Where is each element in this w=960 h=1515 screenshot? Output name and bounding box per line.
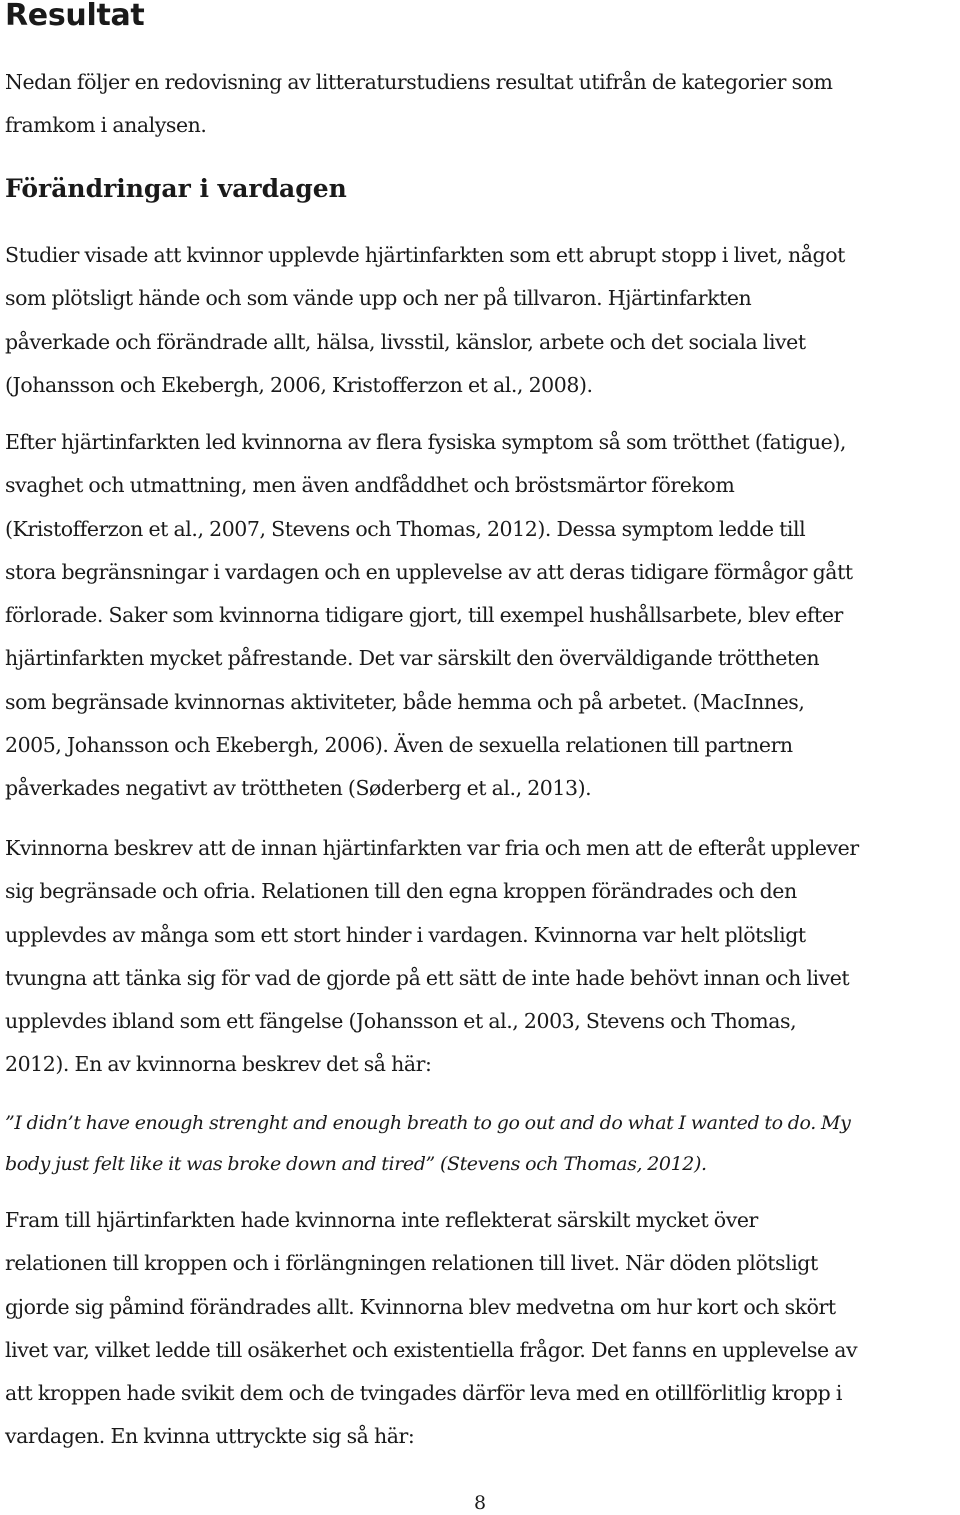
text-line: upplevdes ibland som ett fängelse (Johansson et al., 2003, Stevens och Thomas, bbox=[5, 1009, 797, 1034]
text-line: sig begränsade och ofria. Relationen till den egna kroppen förändrades och den bbox=[5, 879, 797, 904]
text-line: 2005, Johansson och Ekebergh, 2006). Även de sexuella relationen till partnern bbox=[5, 733, 793, 758]
text-line: relationen till kroppen och i förlängningen relationen till livet. När döden plötsligt bbox=[5, 1251, 818, 1276]
text-line: förlorade. Saker som kvinnorna tidigare gjort, till exempel hushållsarbete, blev efter bbox=[5, 603, 843, 628]
text-line: att kroppen hade svikit dem och de tvingades därför leva med en otillförlitlig kropp i bbox=[5, 1381, 842, 1406]
text-line: Nedan följer en redovisning av litteraturstudiens resultat utifrån de kategorier som bbox=[5, 70, 833, 94]
intro-paragraph bbox=[5, 61, 833, 148]
block-quote bbox=[5, 1103, 850, 1184]
body-paragraph-3 bbox=[5, 827, 859, 1087]
quote-line: body just felt like it was broke down and tired” (Stevens och Thomas, 2012). bbox=[5, 1152, 707, 1175]
text-line: 2012). En av kvinnorna beskrev det så här: bbox=[5, 1052, 432, 1077]
body-paragraph-4 bbox=[5, 1199, 857, 1459]
text-line: påverkade och förändrade allt, hälsa, livsstil, känslor, arbete och det sociala livet bbox=[5, 329, 806, 354]
quote-line: ”I didn’t have enough strenght and enough breath to go out and do what I wanted to do. My bbox=[5, 1112, 851, 1134]
page-number: 8 bbox=[473, 1492, 487, 1514]
text-line: (Kristofferzon et al., 2007, Stevens och Thomas, 2012). Dessa symptom ledde till bbox=[5, 516, 806, 541]
text-line: som plötsligt hände och som vände upp och ner på tillvaron. Hjärtinfarkten bbox=[5, 286, 752, 311]
text-line: framkom i analysen. bbox=[5, 113, 207, 138]
text-line: tvungna att tänka sig för vad de gjorde på ett sätt de inte hade behövt innan och livet bbox=[5, 965, 850, 990]
text-line: vardagen. En kvinna uttryckte sig så här: bbox=[5, 1424, 415, 1449]
text-line: Studier visade att kvinnor upplevde hjärtinfarkten som ett abrupt stopp i livet, något bbox=[5, 243, 845, 267]
body-paragraph-2 bbox=[5, 421, 853, 811]
text-line: stora begränsningar i vardagen och en upplevelse av att deras tidigare förmågor gått bbox=[5, 559, 853, 584]
text-line: svaghet och utmattning, men även andfåddhet och bröstsmärtor förekom bbox=[5, 473, 735, 498]
text-line: gjorde sig påmind förändrades allt. Kvinnorna blev medvetna om hur kort och skört bbox=[5, 1294, 836, 1319]
text-line: Kvinnorna beskrev att de innan hjärtinfarkten var fria och men att de efteråt upplever bbox=[5, 836, 859, 860]
body-paragraph-1 bbox=[5, 234, 845, 407]
text-line: hjärtinfarkten mycket påfrestande. Det var särskilt den överväldigande tröttheten bbox=[5, 646, 820, 671]
section-heading: Förändringar i vardagen bbox=[5, 174, 347, 203]
text-line: Fram till hjärtinfarkten hade kvinnorna inte reflekterat särskilt mycket över bbox=[5, 1208, 758, 1232]
text-line: (Johansson och Ekebergh, 2006, Kristofferzon et al., 2008). bbox=[5, 372, 593, 397]
text-line: påverkades negativt av tröttheten (Søderberg et al., 2013). bbox=[5, 776, 592, 801]
text-line: Efter hjärtinfarkten led kvinnorna av flera fysiska symptom så som trötthet (fatigue), bbox=[5, 430, 846, 454]
text-line: upplevdes av många som ett stort hinder i vardagen. Kvinnorna var helt plötsligt bbox=[5, 922, 806, 947]
text-line: som begränsade kvinnornas aktiviteter, både hemma och på arbetet. (MacInnes, bbox=[5, 689, 805, 714]
page-title: Resultat bbox=[5, 0, 145, 33]
text-line: livet var, vilket ledde till osäkerhet och existentiella frågor. Det fanns en upplevelse av bbox=[5, 1337, 858, 1362]
